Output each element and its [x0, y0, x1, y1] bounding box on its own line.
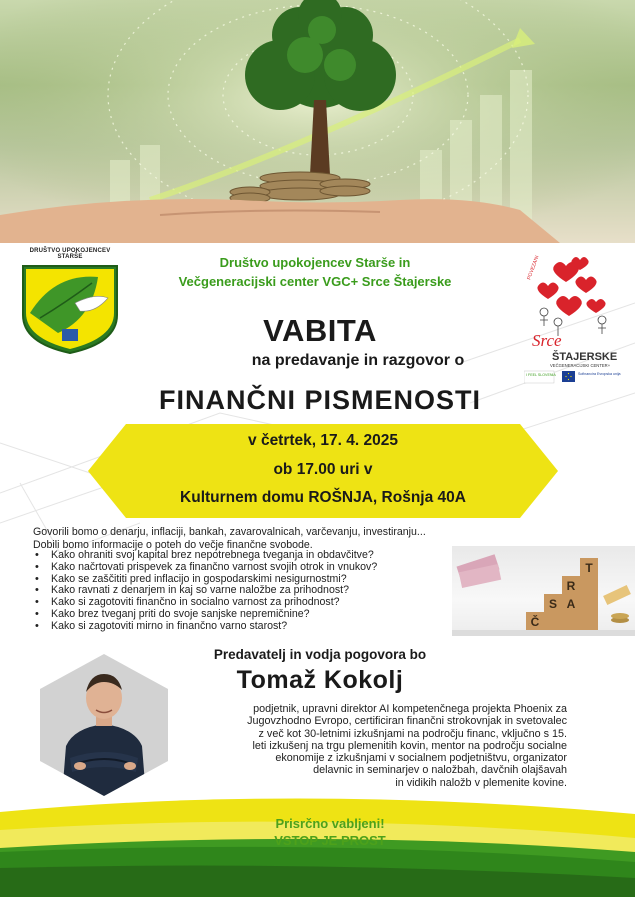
list-item: • Kako ohraniti svoj kapital brez nepotrebnega tveganja in obdavčitve? — [33, 550, 453, 562]
logo-name: ŠTAJERSKE — [552, 351, 618, 363]
subtitle: na predavanje in razgovor o — [251, 352, 465, 369]
list-item: • Kako si zagotoviti mirno in finančno varno starost? — [33, 621, 453, 633]
list-item: • Kako se zaščititi pred inflacijo in gospodarskimi nesigurnostmi? — [33, 574, 453, 586]
hero-image — [0, 0, 635, 243]
bio-line: podjetnik, upravni direktor AI kompetenčnega projekta Phoenix za — [253, 703, 567, 715]
club-logo-caption: DRUŠTVO UPOKOJENCEV STARŠE — [29, 248, 111, 260]
eu-label: Sofinancira Evropska unija — [578, 372, 621, 376]
list-item: • Kako načrtovati prispevek za finančno varnost svojih otrok in vnukov? — [33, 562, 453, 574]
event-banner — [88, 424, 558, 518]
intro-text — [33, 526, 513, 551]
event-date: v četrtek, 17. 4. 2025 — [248, 432, 398, 449]
intro-line-1: Govorili bomo o denarju, inflaciji, bankah, zavarovalnicah, varčevanju, investiranju... — [33, 526, 426, 538]
event-location: Kulturnem domu ROŠNJA, Rošnja 40A — [180, 489, 466, 506]
logo-tagline: VEČGENERACIJSKI CENTER+ — [550, 363, 611, 368]
bio-line: ekonomije z izkušnjami v socialnem podjetništvu, organizator — [275, 752, 567, 765]
list-item: • Kako ravnati z denarjem in kaj so varne naložbe za prihodnost? — [33, 585, 453, 597]
topic-title: FINANČNI PISMENOSTI — [158, 385, 481, 415]
org-line-2: Večgeneracijski center VGC+ Srce Štajerske — [178, 274, 452, 289]
bio-line: in vidikih naložb v plemenite kovine. — [395, 776, 567, 789]
block-letter: T — [585, 561, 593, 575]
logo-script-word: Srce — [532, 331, 562, 350]
bio-line: z več kot 30-letnimi izkušnjami na področju financ, vključno s 15. — [258, 727, 567, 740]
bio-line: delavnic in seminarjev o naložbah, davčnih olajšavah — [313, 764, 567, 777]
bio-line: leti izkušenj na trgu plemenitih kovin, mentor na področju socialne — [252, 739, 567, 752]
org-line-1: Društvo upokojencev Starše in — [219, 255, 411, 270]
list-item: • Kako brez tveganj priti do svoje sanjske nepremičnine? — [33, 609, 453, 621]
shield-icon — [20, 263, 120, 355]
intro-line-2: Dobili bomo informacije o poteh do večje finančne svobode. — [33, 538, 313, 551]
lecturer-photo — [40, 654, 168, 796]
club-logo — [20, 248, 120, 360]
event-time: ob 17.00 uri v — [273, 461, 373, 478]
list-item: • Kako si zagotoviti finančno in socialno varnost za prihodnost? — [33, 597, 453, 609]
free-entry-text: VSTOP JE PROST — [274, 833, 386, 848]
bio-line: Jugovzhodno Evropo, certificiran finančni strokovnjak in svetovalec — [247, 715, 567, 728]
wooden-blocks-image — [452, 546, 635, 636]
logo-povezani: POVEZANI — [526, 254, 541, 281]
question-list — [33, 550, 453, 633]
block-letter: Č — [530, 615, 540, 629]
title-vabita: VABITA — [263, 313, 377, 348]
lecturer-heading: Predavatelj in vodja pogovora bo — [213, 647, 427, 662]
block-letter: S — [548, 597, 558, 611]
srce-stajerske-logo — [524, 250, 624, 390]
lecturer-name: Tomaž Kokolj — [236, 666, 404, 694]
block-letter: R — [566, 579, 576, 593]
feel-slovenia-label: I FEEL SLOVENIA — [526, 373, 556, 377]
lecturer-bio — [175, 703, 567, 789]
welcome-text: Prisrčno vabljeni! — [275, 816, 385, 831]
block-letter: A — [566, 597, 576, 611]
